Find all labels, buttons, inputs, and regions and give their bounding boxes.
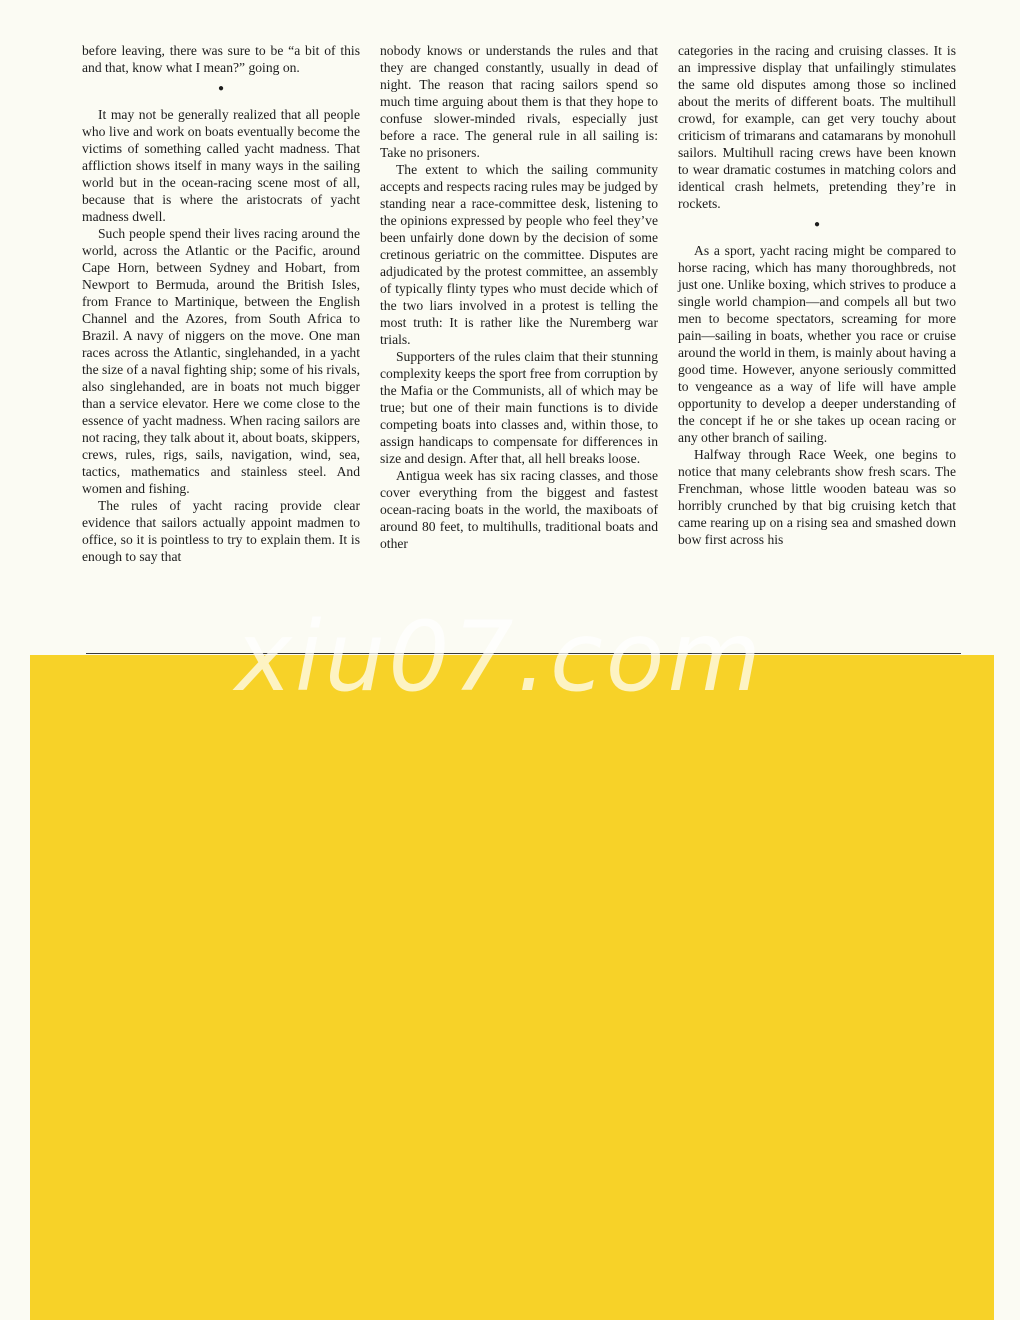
paragraph: As a sport, yacht racing might be compared to horse racing, which has many thoroughbreds, not just one. Unlike boxing, which strives to produce a single world champion—and compels all but two men to become spectators, screaming for more pain—sailing in boats, whether you race or cruise around the world in them, is mainly about having a good time. However, anyone seriously committed to vengeance as a way of life will have ample opportunity to develop a deeper understanding of the concept if he or she takes up ocean racing or any other branch of sailing.	[678, 243, 956, 445]
paragraph: The rules of yacht racing provide clear evidence that sailors actually appoint madmen to office, so it is pointless to try to explain them. It is enough to say that	[82, 498, 360, 564]
paragraph: Antigua week has six racing classes, and those cover everything from the biggest and fastest ocean-racing boats in the world, the maxiboats of around 80 feet, to multihulls, traditional boats and other	[380, 468, 658, 551]
paragraph: Such people spend their lives racing around the world, across the Atlantic or the Pacific, around Cape Horn, between Sydney and Hobart, from Newport to Bermuda, around the British Isles, from France to Martinique, between the English Channel and the Azores, from South Africa to Brazil. A navy of niggers on the move. One man races across the Atlantic, singlehanded, in a yacht the size of a naval fighting ship; some of his rivals, also singlehanded, are in boats not much bigger than a service elevator. Here we come close to the essence of yacht madness. When racing sailors are not racing, they talk about it, about boats, skippers, crews, rules, rigs, sails, navigation, wind, sea, tactics, mathematics and stainless steel. And women and fishing.	[82, 226, 360, 496]
paragraph: categories in the racing and cruising classes. It is an impressive display that unfailingly stimulates the same old disputes among those so inclined about the merits of different boats. The multihull crowd, for example, can get very touchy about criticism of trimarans and catamarans by monohull sailors. Multihull racing crews have been known to wear dramatic costumes in matching colors and identical crash helmets, pretending they’re in rockets.	[678, 43, 956, 211]
article-body	[0, 0, 1020, 652]
paragraph: It may not be generally realized that all people who live and work on boats eventually become the victims of something called yacht madness. That affliction shows itself in many ways in the sailing world but in the ocean-racing scene most of all, because that is where the aristocrats of yacht madness dwell.	[82, 107, 360, 224]
paragraph: before leaving, there was sure to be “a bit of this and that, know what I mean?” going on.	[82, 43, 360, 75]
article-column-1	[82, 42, 360, 565]
paragraph: Supporters of the rules claim that their stunning complexity keeps the sport free from corruption by the Mafia or the Communists, all of which may be true; but one of their main functions is to divide competing boats into classes and, within those, to assign handicaps to compensate for differences in size and design. After that, all hell breaks loose.	[380, 349, 658, 466]
paragraph: nobody knows or understands the rules and that they are changed constantly, usually in dead of night. The reason that racing sailors spend so much time arguing about them is that they hope to confuse slower-minded rivals, especially just before a race. The general rule in all sailing is: Take no prisoners.	[380, 43, 658, 160]
watermark-text: xiu07.com	[235, 601, 765, 713]
paragraph: The extent to which the sailing community accepts and respects racing rules may be judged by standing near a race-committee desk, listening to the opinions expressed by people who feel they’ve been unfairly done down by the decision of some cretinous geriatric on the committee. Disputes are adjudicated by the protest committee, an assembly of typically flinty types who must decide which of the two liars involved in a protest is telling the most truth: It is rather like the Nuremberg war trials.	[380, 162, 658, 347]
section-separator-bullet: ●	[217, 83, 225, 94]
section-separator-bullet: ●	[813, 219, 821, 230]
article-column-3	[678, 42, 956, 548]
paragraph: Halfway through Race Week, one begins to notice that many celebrants show fresh scars. The Frenchman, whose little wooden bateau was so horribly crunched by that big cruising ketch that came rearing up on a rising sea and smashed down bow first across his	[678, 447, 956, 547]
yellow-color-panel	[30, 655, 994, 1320]
article-column-2	[380, 42, 658, 552]
